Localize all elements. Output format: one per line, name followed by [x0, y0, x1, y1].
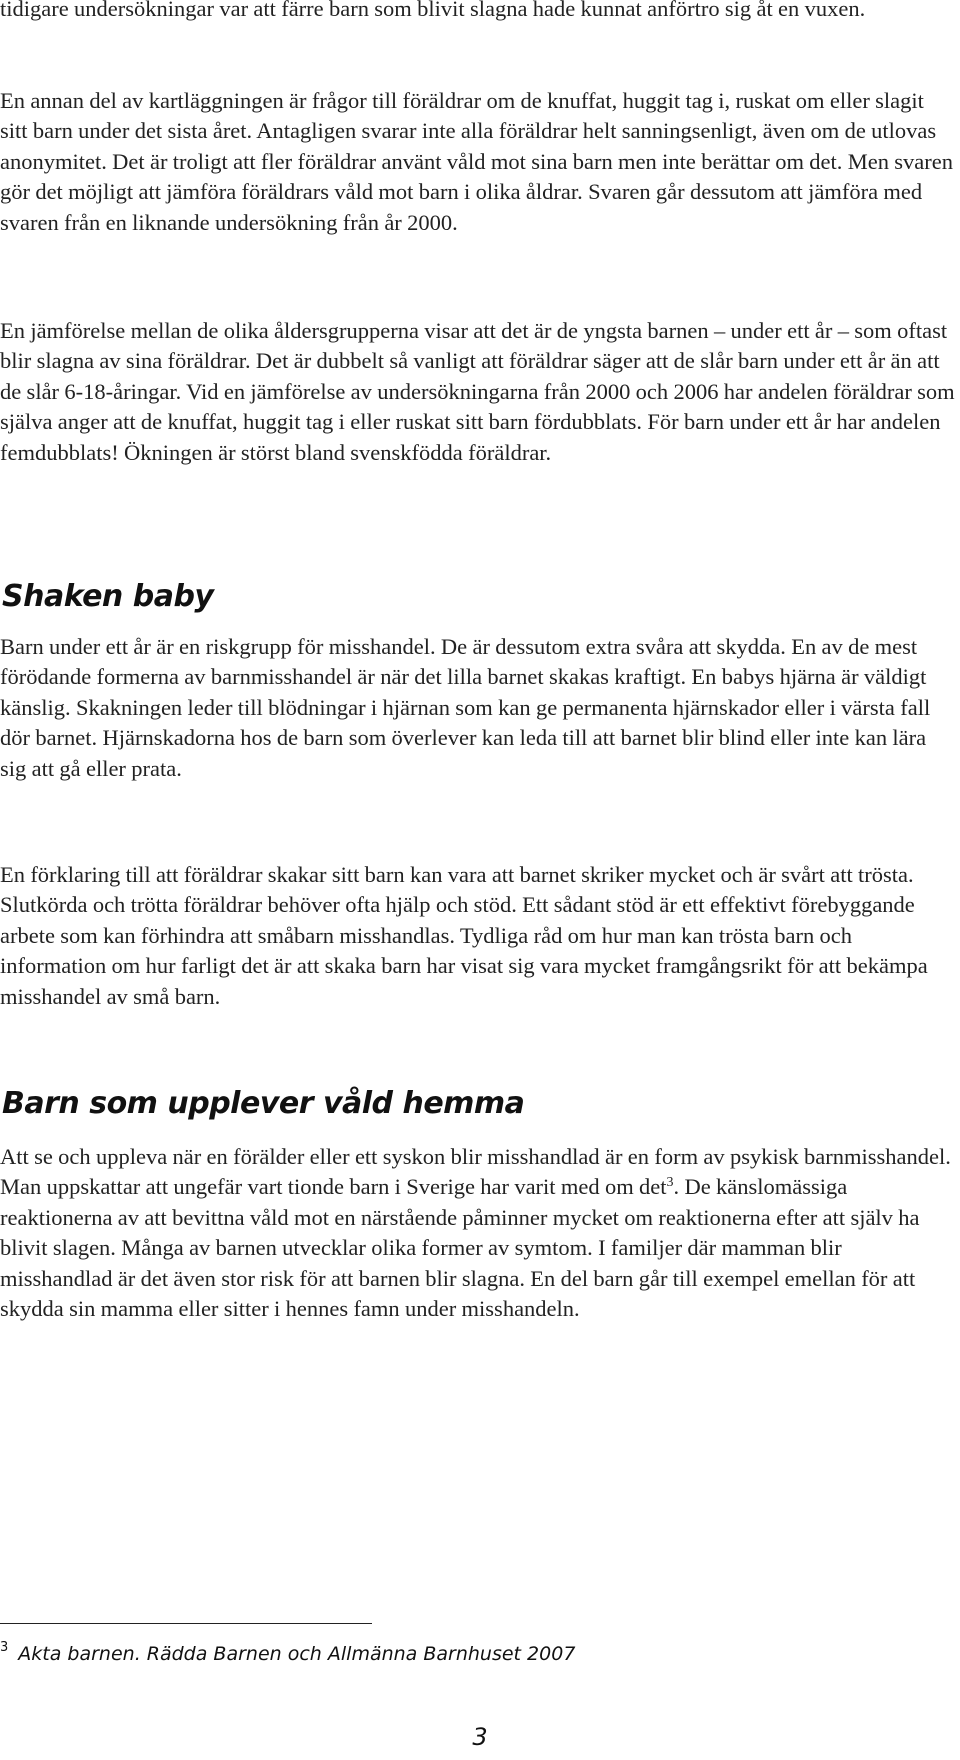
page-number: 3 [472, 1723, 488, 1751]
paragraph-text-part: . De känslomässiga reaktionerna av att bevittna våld mot en närstående påminner mycket om reaktionerna efter att själv ha blivit slagen. Många av barnen utvecklar olika former av symtom. I familjer där mamman blir misshandlad är det även stor risk för att barnen blir slagna. En del barn går till exempel emellan för att skydda sin mamma eller sitter i hennes famn under misshandeln. [0, 1174, 920, 1322]
paragraph-intro-continued: tidigare undersökningar var att färre barn som blivit slagna hade kunnat anförtro sig åt en vuxen. [0, 0, 866, 21]
section-heading-shaken-baby: Shaken baby [2, 579, 214, 614]
paragraph-age-comparison: En jämförelse mellan de olika åldersgrupperna visar att det är de yngsta barnen – under ett år – som oftast blir slagna av sina föräldrar. Det är dubbelt så vanligt att föräldrar säger att de slår barn under ett år än att de slår 6-18-åringar. Vid en jämförelse av undersökningarna från 2000 och 2006 har andelen föräldrar som själva anger att de knuffat, huggit tag i eller ruskat sitt barn fördubblats. För barn under ett år har andelen femdubblats! Ökningen är störst bland svenskfödda föräldrar. [0, 318, 955, 465]
footnote-text: Akta barnen. Rädda Barnen och Allmänna Barnhuset 2007 [18, 1643, 576, 1665]
paragraph-witnessing-violence [0, 1142, 955, 1324]
section-heading-children-experiencing-violence: Barn som upplever våld hemma [2, 1086, 525, 1121]
paragraph-shaken-baby-risk: Barn under ett år är en riskgrupp för misshandel. De är dessutom extra svåra att skydda. En av de mest förödande formerna av barnmisshandel är när det lilla barnet skakas kraftigt. En babys hjärna är väldigt känslig. Skakningen leder till blödningar i hjärnan som kan ge permanenta hjärnskador eller i värsta fall dör barnet. Hjärnskadorna hos de barn som överlever kan leda till att barnet blir blind eller inte kan lära sig att gå eller prata. [0, 634, 931, 781]
paragraph-parent-survey: En annan del av kartläggningen är frågor till föräldrar om de knuffat, huggit tag i, ruskat om eller slagit sitt barn under det sista året. Antagligen svarar inte alla föräldrar helt sanningsenligt, även om de utlovas anonymitet. Det är troligt att fler föräldrar använt våld mot sina barn men inte berättar om det. Men svaren gör det möjligt att jämföra föräldrars våld mot barn i olika åldrar. Svaren går dessutom att jämföra med svaren från en liknande undersökning från år 2000. [0, 88, 954, 235]
footnote [0, 1641, 575, 1667]
paragraph-text-part: Att se och uppleva när en förälder eller ett syskon blir misshandlad är en form av psykisk barnmisshandel. Man uppskattar att ungefär vart tionde barn i Sverige har varit med om det [0, 1144, 951, 1200]
paragraph-shaken-baby-explanation: En förklaring till att föräldrar skakar sitt barn kan vara att barnet skriker mycket och är svårt att trösta. Slutkörda och trötta föräldrar behöver ofta hjälp och stöd. Ett sådant stöd är ett effektivt förebyggande arbete som kan förhindra att småbarn misshandlas. Tydliga råd om hur man kan trösta barn och information om hur farligt det är att skaka barn har visat sig vara mycket framgångsrikt för att bekämpa misshandel av små barn. [0, 862, 928, 1009]
footnote-number: 3 [0, 1640, 9, 1655]
footnote-reference[interactable]: 3 [666, 1175, 674, 1191]
footnote-separator [0, 1623, 372, 1624]
